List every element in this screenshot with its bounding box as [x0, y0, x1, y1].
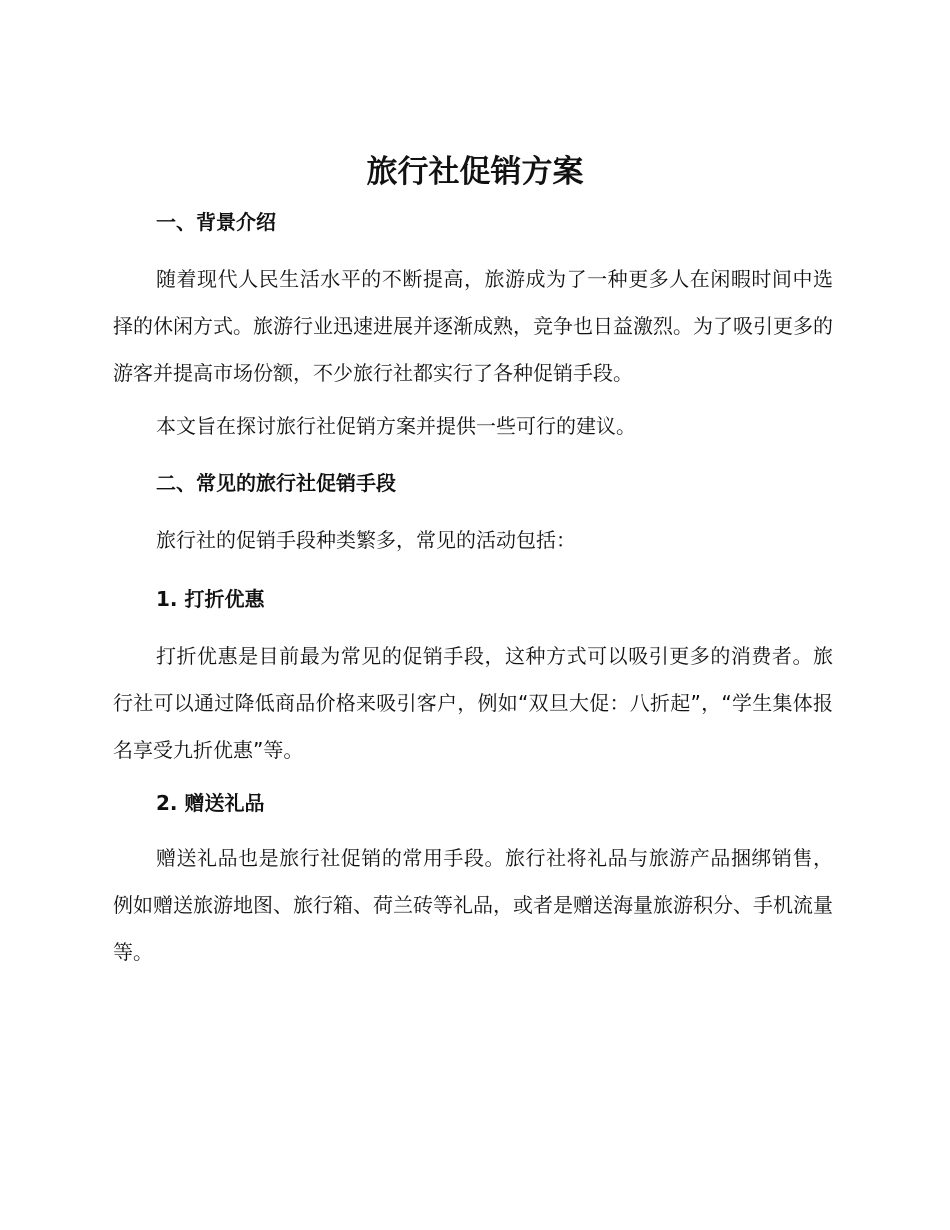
paragraph-background-1: 随着现代人民生活水平的不断提高，旅游成为了一种更多人在闲暇时间中选择的休闲方式。旅游行业迅速进展并逐渐成熟，竞争也日益激烈。为了吸引更多的游客并提高市场份额，不少旅行社都实行了各种促销手段。 — [113, 267, 833, 385]
section-heading-background: 一、背景介绍 — [156, 210, 276, 234]
subheading-gifts: 2. 赠送礼品 — [156, 791, 265, 815]
paragraph-gifts: 赠送礼品也是旅行社促销的常用手段。旅行社将礼品与旅游产品捆绑销售，例如赠送旅游地图、旅行箱、荷兰砖等礼品，或者是赠送海量旅游积分、手机流量等。 — [113, 846, 833, 964]
section-heading-common-promotions: 二、常见的旅行社促销手段 — [156, 471, 396, 495]
paragraph-background-2: 本文旨在探讨旅行社促销方案并提供一些可行的建议。 — [156, 414, 636, 438]
paragraph-discount: 打折优惠是目前最为常见的促销手段，这种方式可以吸引更多的消费者。旅行社可以通过降低商品价格来吸引客户，例如“双旦大促：八折起”，“学生集体报名享受九折优惠”等。 — [113, 644, 833, 762]
paragraph-common-intro: 旅行社的促销手段种类繁多，常见的活动包括： — [156, 528, 576, 552]
document-title: 旅行社促销方案 — [366, 154, 584, 190]
subheading-discount: 1. 打折优惠 — [156, 587, 265, 611]
